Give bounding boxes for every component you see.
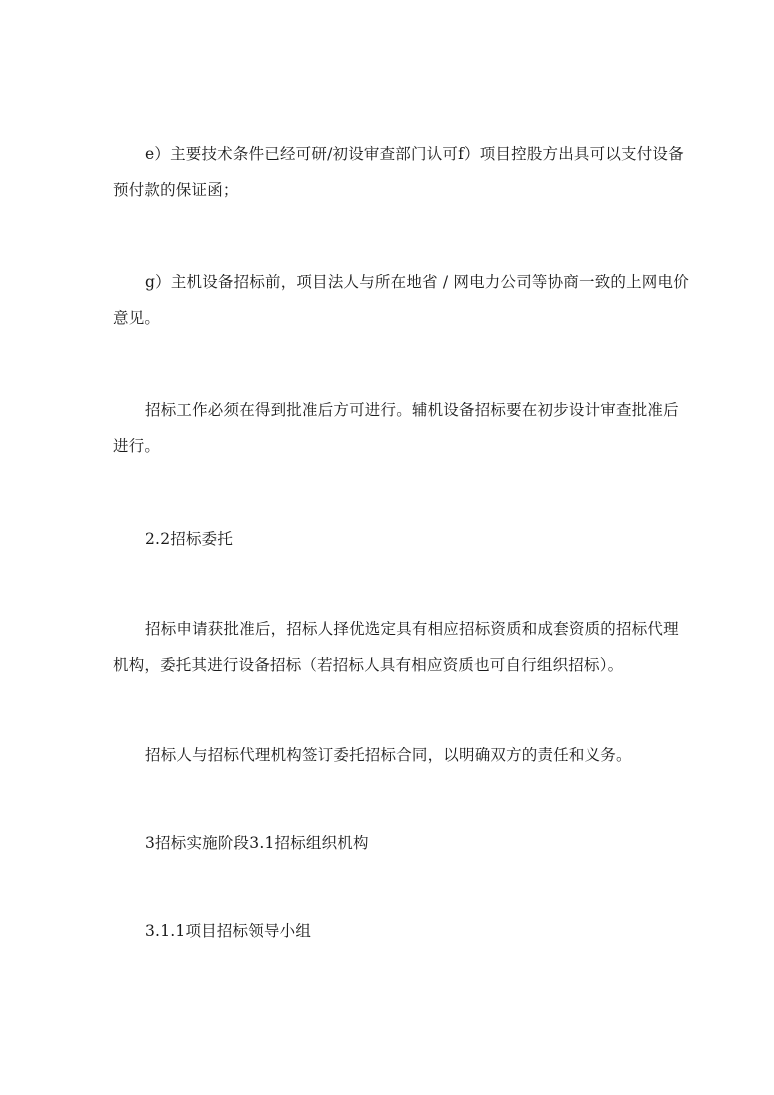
- text-line: 进行。: [113, 437, 161, 455]
- heading-text: 3.1.1项目招标领导小组: [145, 922, 312, 940]
- text-line: 招标工作必须在得到批准后方可进行。辅机设备招标要在初步设计审查批准后: [145, 401, 679, 419]
- paragraph-approval-requirement: [113, 392, 679, 464]
- text-line: 意见。: [113, 309, 161, 327]
- section-heading-3: [113, 825, 673, 861]
- text-line: 机构，委托其进行设备招标（若招标人具有相应资质也可自行组织招标）。: [113, 656, 624, 674]
- text-line: 预付款的保证函；: [113, 181, 239, 199]
- section-heading-2-2: [113, 521, 673, 557]
- paragraph-entrustment-contract: [113, 737, 673, 773]
- paragraph-tender-agency-selection: [113, 611, 679, 683]
- paragraph-prerequisite-e-f: [113, 136, 684, 208]
- heading-text: 3招标实施阶段3.1招标组织机构: [145, 834, 369, 852]
- paragraph-prerequisite-g: [113, 264, 689, 336]
- heading-text: 2.2招标委托: [145, 530, 234, 548]
- section-heading-3-1-1: [113, 913, 673, 949]
- text-line: 招标申请获批准后，招标人择优选定具有相应招标资质和成套资质的招标代理: [145, 620, 679, 638]
- text-line: g）主机设备招标前，项目法人与所在地省 / 网电力公司等协商一致的上网电价: [145, 273, 689, 291]
- text-line: 招标人与招标代理机构签订委托招标合同，以明确双方的责任和义务。: [145, 746, 632, 764]
- text-line: e）主要技术条件已经可研/初设审查部门认可f）项目控股方出具可以支付设备: [145, 145, 684, 163]
